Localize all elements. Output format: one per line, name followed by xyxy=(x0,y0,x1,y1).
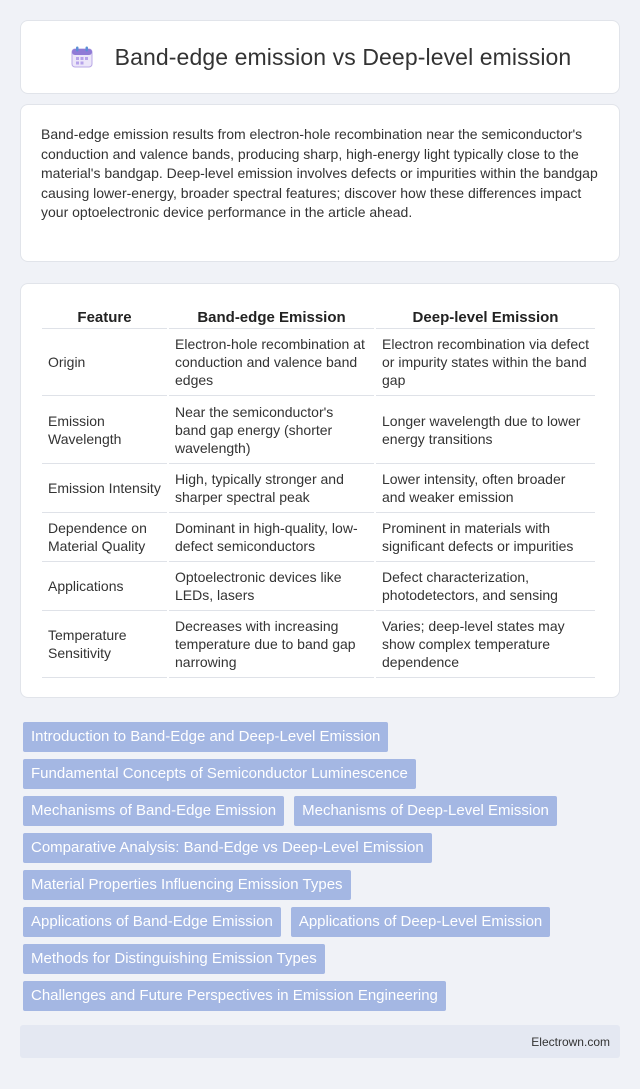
table-cell: Optoelectronic devices like LEDs, lasers xyxy=(169,562,374,611)
topic-tag[interactable]: Fundamental Concepts of Semiconductor Luminescence xyxy=(23,759,416,789)
table-cell: Electron-hole recombination at conduction and valence band edges xyxy=(169,329,374,396)
topic-tag[interactable]: Comparative Analysis: Band-Edge vs Deep-Level Emission xyxy=(23,833,432,863)
table-cell: Decreases with increasing temperature due to band gap narrowing xyxy=(169,611,374,678)
table-cell: Prominent in materials with significant defects or impurities xyxy=(376,513,595,562)
table-row xyxy=(42,562,595,611)
table-row xyxy=(42,464,595,513)
footer-brand[interactable]: Electrown.com xyxy=(531,1034,610,1049)
table-cell: Applications xyxy=(42,562,167,611)
topic-tag[interactable]: Applications of Band-Edge Emission xyxy=(23,907,281,937)
topic-tag[interactable]: Mechanisms of Band-Edge Emission xyxy=(23,796,284,826)
table-cell: Emission Wavelength xyxy=(42,396,167,464)
table-cell: Emission Intensity xyxy=(42,464,167,513)
table-cell: Lower intensity, often broader and weaker emission xyxy=(376,464,595,513)
table-cell: Dominant in high-quality, low-defect semiconductors xyxy=(169,513,374,562)
topic-tag[interactable]: Material Properties Influencing Emission Types xyxy=(23,870,351,900)
table-cell: Varies; deep-level states may show complex temperature dependence xyxy=(376,611,595,678)
title-card xyxy=(20,20,620,94)
table-cell: Origin xyxy=(42,329,167,396)
table-row xyxy=(42,513,595,562)
page-title: Band-edge emission vs Deep-level emission xyxy=(114,43,572,70)
topic-tag[interactable]: Methods for Distinguishing Emission Types xyxy=(23,944,325,974)
column-header: Band-edge Emission xyxy=(169,304,374,329)
topic-tag[interactable]: Introduction to Band-Edge and Deep-Level Emission xyxy=(23,722,388,752)
table-cell: Near the semiconductor's band gap energy (shorter wavelength) xyxy=(169,396,374,464)
table-row xyxy=(42,611,595,678)
calendar-icon xyxy=(69,44,95,70)
table-row xyxy=(42,329,595,396)
comparison-table-card xyxy=(20,283,620,698)
table-header-row xyxy=(42,304,595,329)
topic-tag[interactable]: Applications of Deep-Level Emission xyxy=(291,907,550,937)
footer xyxy=(20,1025,620,1058)
table-cell: Longer wavelength due to lower energy transitions xyxy=(376,396,595,464)
table-cell: Dependence on Material Quality xyxy=(42,513,167,562)
topic-tags xyxy=(23,722,623,1018)
intro-text: Band-edge emission results from electron-hole recombination near the semiconductor's conduction and valence bands, producing sharp, high-energy light typically close to the material's bandgap. Deep-level emission involves defects or impurities within the bandgap causing lower-energy, broader spectral features; discover how these differences impact your optoelectronic device performance in the article ahead. xyxy=(41,126,598,220)
column-header: Feature xyxy=(42,304,167,329)
table-row xyxy=(42,396,595,464)
table-cell: Temperature Sensitivity xyxy=(42,611,167,678)
comparison-table xyxy=(40,304,597,678)
topic-tag[interactable]: Challenges and Future Perspectives in Emission Engineering xyxy=(23,981,446,1011)
intro-card xyxy=(20,104,620,262)
column-header: Deep-level Emission xyxy=(376,304,595,329)
table-cell: Electron recombination via defect or impurity states within the band gap xyxy=(376,329,595,396)
topic-tag[interactable]: Mechanisms of Deep-Level Emission xyxy=(294,796,557,826)
table-cell: High, typically stronger and sharper spectral peak xyxy=(169,464,374,513)
table-cell: Defect characterization, photodetectors, and sensing xyxy=(376,562,595,611)
